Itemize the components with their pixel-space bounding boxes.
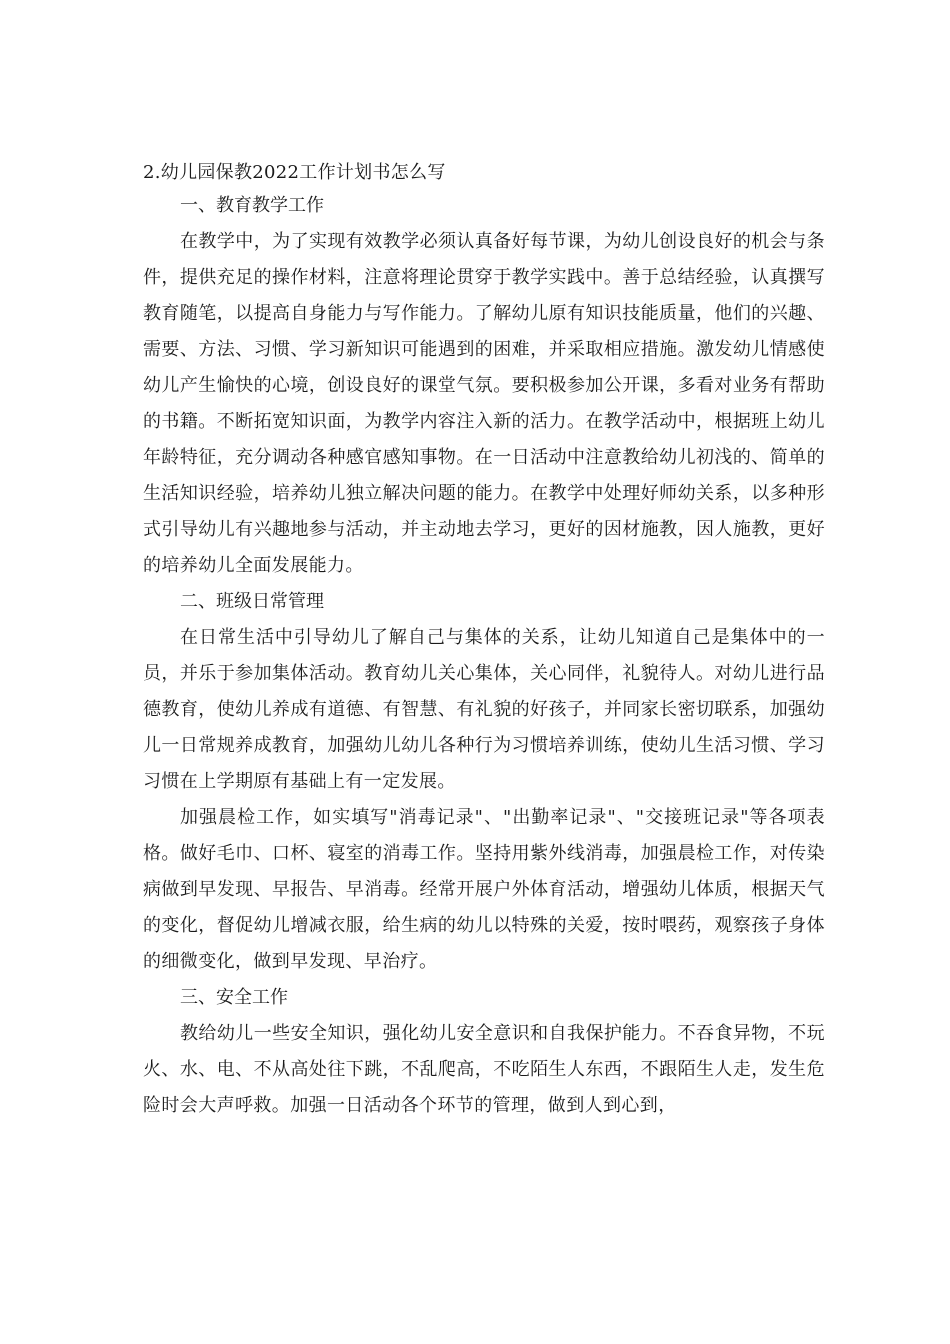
paragraph-daily-life: 在日常生活中引导幼儿了解自己与集体的关系，让幼儿知道自己是集体中的一员，并乐于参加集体活动。教育幼儿关心集体，关心同伴，礼貌待人。对幼儿进行品德教育，使幼儿养成有道德、有智慧、有礼貌的好孩子，并同家长密切联系，加强幼儿一日常规养成教育，加强幼儿幼儿各种行为习惯培养训练，使幼儿生活习惯、学习习惯在上学期原有基础上有一定发展。 (143, 627, 825, 792)
section-heading-teaching: 一、教育教学工作 (180, 195, 324, 216)
section-heading-class-management: 二、班级日常管理 (180, 591, 324, 612)
paragraph-teaching: 在教学中，为了实现有效教学必须认真备好每节课，为幼儿创设良好的机会与条件，提供充足的操作材料，注意将理论贯穿于教学实践中。善于总结经验，认真撰写教育随笔，以提高自身能力与写作能力。了解幼儿原有知识技能质量，他们的兴趣、需要、方法、习惯、学习新知识可能遇到的困难，并采取相应措施。激发幼儿情感使幼儿产生愉快的心境，创设良好的课堂气氛。要积极参加公开课，多看对业务有帮助的书籍。不断拓宽知识面，为教学内容注入新的活力。在教学活动中，根据班上幼儿年龄特征，充分调动各种感官感知事物。在一日活动中注意教给幼儿初浅的、简单的生活知识经验，培养幼儿独立解决问题的能力。在教学中处理好师幼关系，以多种形式引导幼儿有兴趣地参与活动，并主动地去学习，更好的因材施教，因人施教，更好的培养幼儿全面发展能力。 (143, 231, 825, 576)
document-body (143, 158, 825, 1124)
section-heading-safety: 三、安全工作 (180, 987, 288, 1008)
paragraph-safety: 教给幼儿一些安全知识，强化幼儿安全意识和自我保护能力。不吞食异物，不玩火、水、电、不从高处往下跳，不乱爬高，不吃陌生人东西，不跟陌生人走，发生危险时会大声呼救。加强一日活动各个环节的管理，做到人到心到， (143, 1023, 825, 1116)
document-title: 2.幼儿园保教2022工作计划书怎么写 (143, 162, 446, 183)
paragraph-morning-check: 加强晨检工作，如实填写"消毒记录"、"出勤率记录"、"交接班记录"等各项表格。做好毛巾、口杯、寝室的消毒工作。坚持用紫外线消毒，加强晨检工作，对传染病做到早发现、早报告、早消毒。经常开展户外体育活动，增强幼儿体质，根据天气的变化，督促幼儿增减衣服，给生病的幼儿以特殊的关爱，按时喂药，观察孩子身体的细微变化，做到早发现、早治疗。 (143, 807, 825, 972)
